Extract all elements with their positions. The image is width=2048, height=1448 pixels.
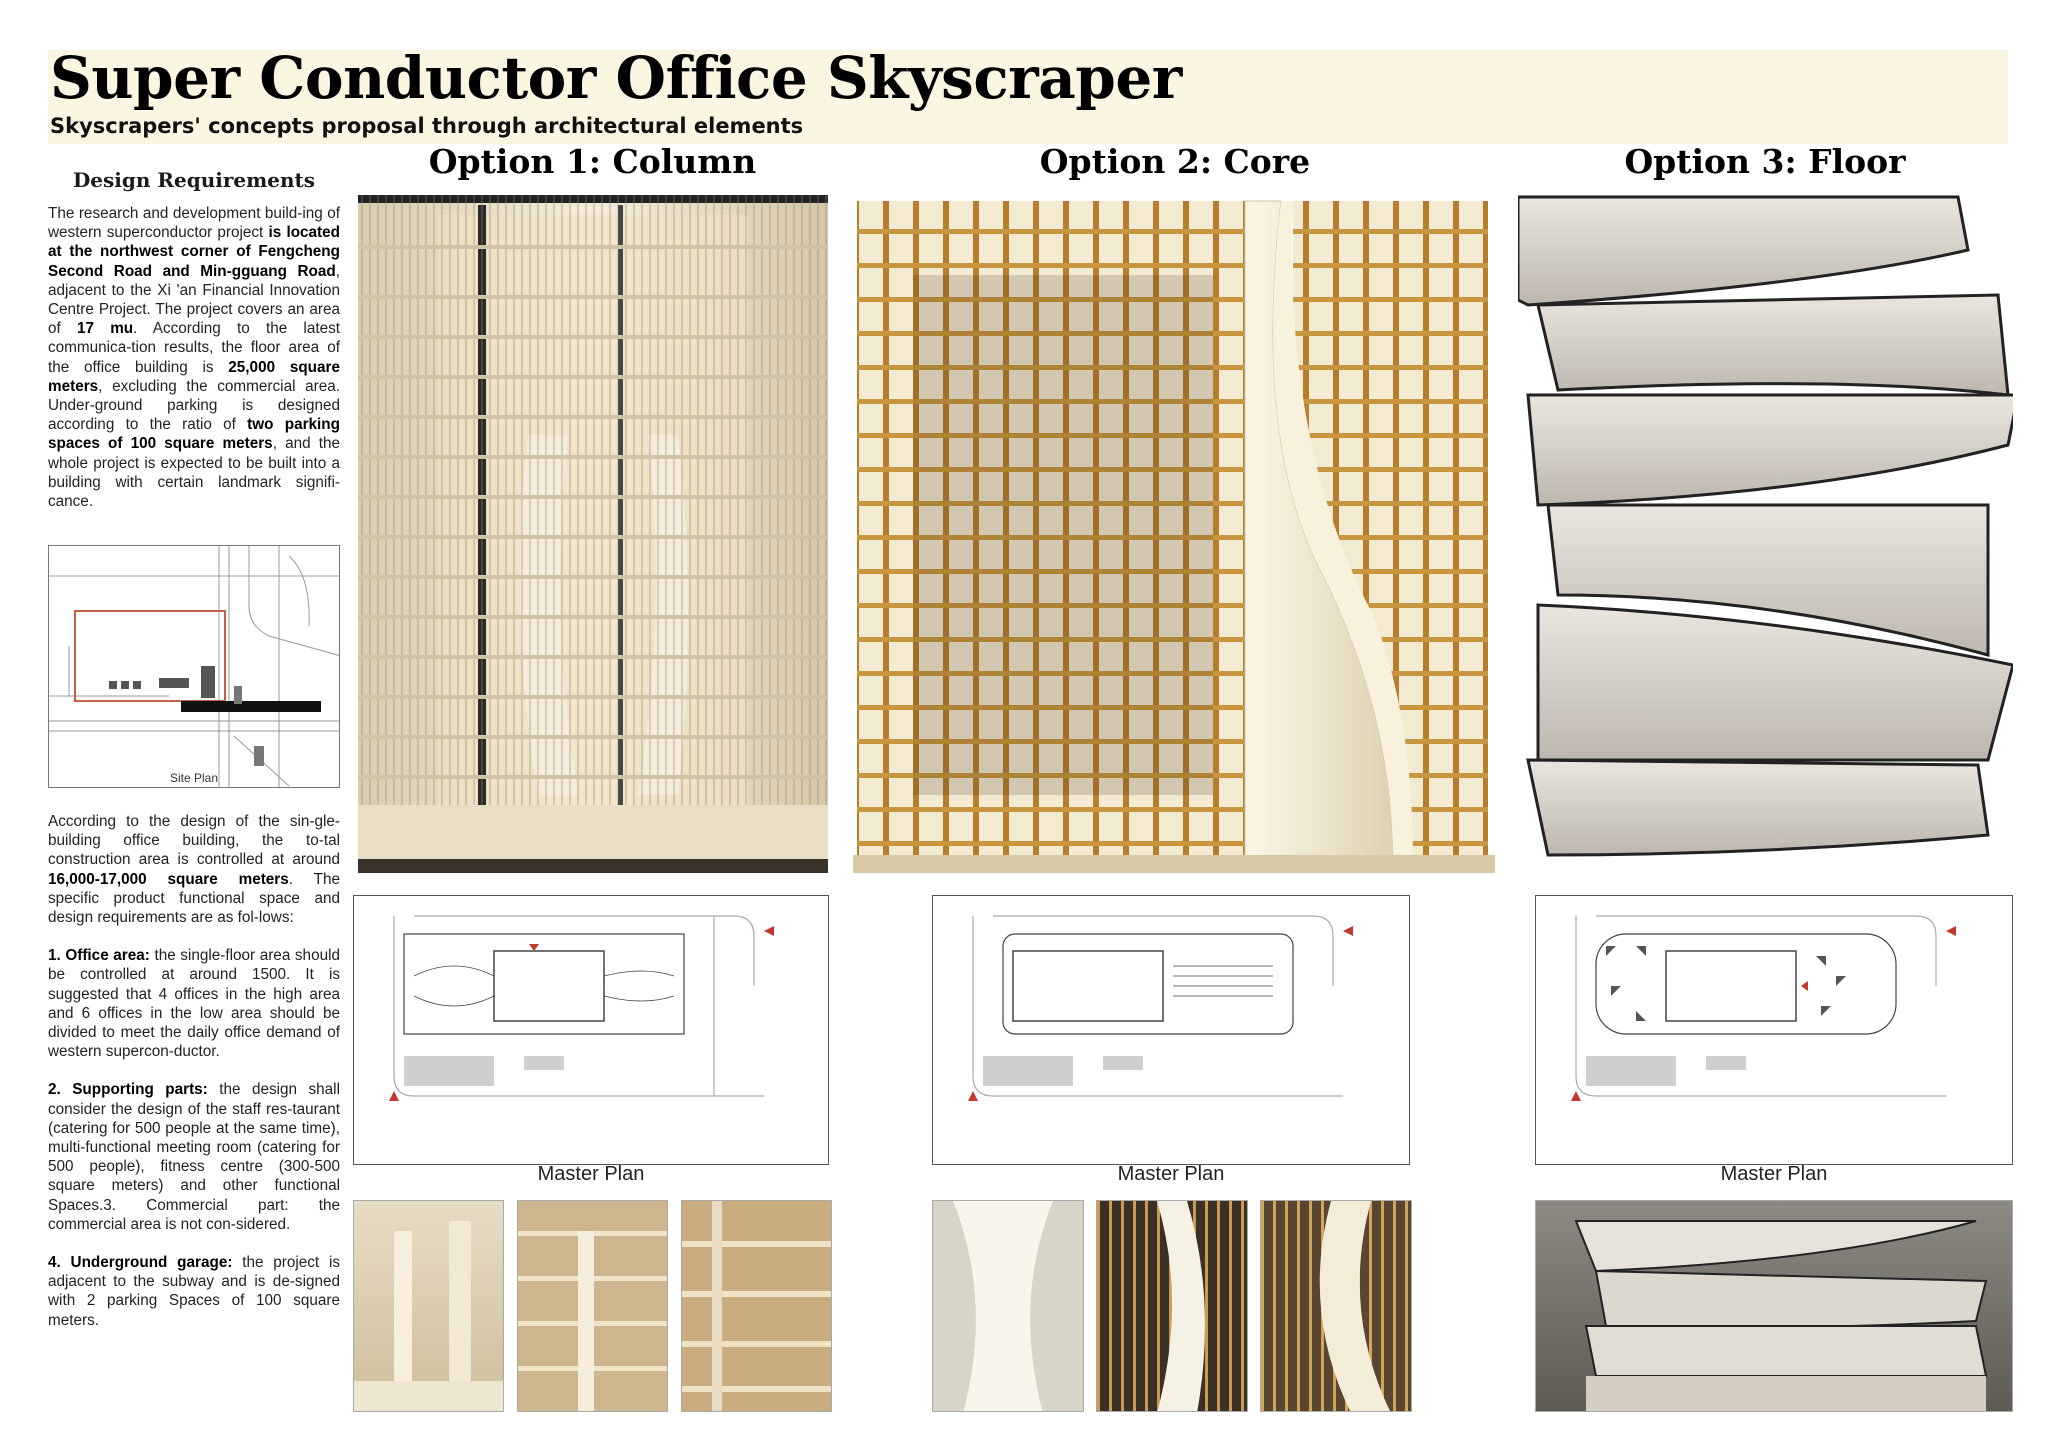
option-2-master-plan: [932, 895, 1410, 1165]
option-1-master-plan: [353, 895, 829, 1165]
site-plan-svg: [49, 546, 340, 788]
option-1-title: Option 1: Column: [428, 142, 757, 181]
option-3-plan-label: Master Plan: [1720, 1163, 1828, 1185]
option-3-master-plan: [1535, 895, 2013, 1165]
option-1-plan-label: Master Plan: [537, 1163, 645, 1185]
option-2-title: Option 2: Core: [1039, 142, 1311, 181]
option-2-model-photo: [853, 195, 1495, 873]
option-2-detail-photo-2: [1096, 1200, 1248, 1412]
option-3-model-photo: [1518, 195, 2013, 873]
option-1-detail-photo-2: [517, 1200, 668, 1412]
option-2-detail-photo-3: [1260, 1200, 1412, 1412]
requirements-intro: The research and development build-ing of western superconductor project is located at the northwest corner of Fengcheng Second Road and Min-gguang Road, adjacent to the Xi 'an Financial Innovation Centre Project. The project covers an area of 17 mu. According to the latest communica-tion results, the floor area of the office building is 25,000 square meters, excluding the commercial area. Under-ground parking is designed according to the ratio of two parking spaces of 100 square meters, and the whole project is expected to be built into a building with certain landmark signifi-cance.: [48, 205, 341, 511]
site-plan-label: Site Plan: [169, 771, 219, 785]
design-requirements: [48, 168, 340, 511]
requirements-heading: Design Requirements: [72, 168, 316, 192]
option-1-detail-photo-3: [681, 1200, 832, 1412]
office-area-text: 1. Office area: the single-floor area should be controlled at around 1500. It is suggested that 4 offices in the high area and 6 offices in the low area should be divided to meet the daily office demand of western supercon-ductor.: [48, 947, 340, 1061]
option-2-detail-photo-1: [932, 1200, 1084, 1412]
option-3-title: Option 3: Floor: [1624, 142, 1906, 181]
site-plan-drawing: [48, 545, 340, 788]
design-detail: [48, 812, 340, 1330]
option-2-plan-label: Master Plan: [1117, 1163, 1225, 1185]
option-1-model-photo: [358, 195, 828, 873]
option-1-detail-photo-1: [353, 1200, 504, 1412]
underground-garage-text: 4. Underground garage: the project is adjacent to the subway and is de-signed with 2 parking Spaces of 100 square meters.: [48, 1254, 340, 1329]
option-3-detail-photo: [1535, 1200, 2013, 1412]
design-area-text: According to the design of the sin-gle-building office building, the to-tal construction area is controlled at around 16,000-17,000 square meters. The specific product functional space and design requirements are as fol-lows:: [48, 813, 340, 927]
supporting-parts-text: 2. Supporting parts: the design shall consider the design of the staff res-taurant (catering for 500 people at the same time), multi-functional meeting room (catering for 500 people), fitness centre (300-500 square meters) and other functional Spaces.3. Commercial part: the commercial area is not con-sidered.: [48, 1081, 340, 1233]
page-subtitle: Skyscrapers' concepts proposal through architectural elements: [50, 114, 804, 138]
page-title: Super Conductor Office Skyscraper: [50, 44, 1182, 112]
